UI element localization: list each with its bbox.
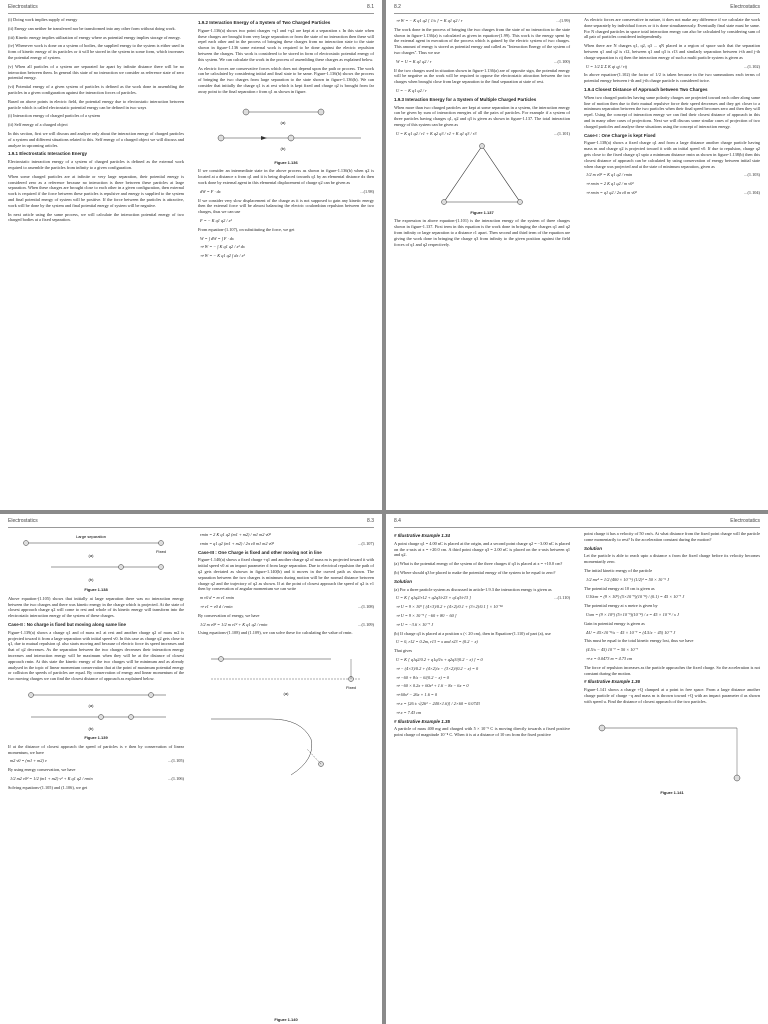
equation: ⇒ x = 0.0473 m = 4.73 cm xyxy=(586,655,633,661)
fig-label: Large separation xyxy=(75,534,107,539)
eq-text: U = K [ q1q2/r12 + q2q3/r23 + q1q3/r13 ] xyxy=(396,595,471,601)
para: In this section, first we will discuss and analyze only about the interaction energy of charged particles of a system and different situations related to this. Self energy of a charged object we will discuss and analyze in upcoming articles. xyxy=(8,130,184,148)
equation: ⇒ x = 7.43 cm xyxy=(396,709,422,715)
figure-caption: Figure 1.141 xyxy=(660,789,684,795)
page-header xyxy=(8,517,374,528)
equation: W = ∫ dW = ∫ F · dx xyxy=(200,235,234,241)
eq-number: ...(1.108) xyxy=(358,603,374,609)
fig-fixed-label: Fixed xyxy=(346,685,356,691)
para: When more than two charged particles are kept at some separation in a system, the interaction energy can be given by sum of interaction energies of all the pairs of particles. For example if a system of three particles having charges q1, q2 and q3 is given as shown in figure-1.137. The total interaction energy of this system can be given as xyxy=(394,104,570,127)
equation: Uxm = (9 × 10⁹) (5×10⁻⁹)(10⁻⁸) / x = 45 × 10⁻⁸ / x J xyxy=(586,611,679,617)
section-heading: 1.9.2 Interaction Energy of a System of Two Charged Particles xyxy=(198,20,331,25)
eq-text: 1/2 m v0² = 1/2 m v1² + K q1 q2 / rmin xyxy=(200,621,268,627)
eq-number: ...(1.103) xyxy=(744,172,760,178)
equation xyxy=(394,595,570,601)
left-column xyxy=(394,531,570,741)
fig-a-label: (a) xyxy=(88,702,94,708)
eq-number: ...(1.109) xyxy=(358,621,374,627)
fig-a-label: (a) xyxy=(283,691,289,697)
para: When some charged particles are at infinite or very large separation, their potential energy is considered zero as a reference because no interaction is there between these particles at large separation. When these charges are brought close to each other in a given configuration, then external work is required if the force between these particles is repulsive and energy is supplied to the system and final potential energy of system will be positive. If the force between the particles is attractive, work will be done by the system and final potential energy of system will be negative. xyxy=(8,173,184,208)
para: The force of repulsion increases as the particle approaches the fixed charge. So the acceleration is not constant during the motion. xyxy=(584,664,760,676)
left-column xyxy=(8,17,184,226)
para: If the two charges used in situation shown in figure-1.136(a) are of opposite sign, the potential energy will be negative as the work will be required to oppose the electrostatic attraction between the two charges when brought close from large separation to the final separation at state of rest. xyxy=(394,67,570,85)
equation xyxy=(8,758,184,764)
para: Let the particle is able to reach upto a distance x from the fixed charge before its velocity becomes momentarily zero. xyxy=(584,553,760,565)
para: Figure-1.136(a) shows two point charges +q1 and +q2 are kept at a separation r. In this state when these charges are brought from very large separation or from the state of no interaction then these will repel each other and in the process of bringing these charges from no interaction state to the state shown in figure-1.136 some external work is required to be done against the electric repulsion between the charges. This work is considered to be stored in form of electrostatic potential energy of this system. We can calculate the work in the process of assembling these charges as explained below. xyxy=(198,27,374,62)
para: A particle of mass 400 mg and charged with 5 × 10⁻⁹ C is moving directly towards a fixed positive point charge of magnitude 10⁻⁸ C. When it is at a distance of 10 cm from the fixed positive xyxy=(394,726,570,738)
figure-1-141 xyxy=(587,708,757,788)
para: Above equation-(1.105) shows that initially at large separation there was no interaction energy between the two charges and there was kinetic energy in the charge which is projected. At the state of closest approach charge q2 will come to rest and whole of its kinetic energy will transform into the electrostatic interaction energy of the system of these charges. xyxy=(8,595,184,619)
eq-text: U = 1/2 Σ Σ K qi qj / rij xyxy=(586,63,628,69)
fig-b-label: (b) xyxy=(88,725,94,731)
equation: (4.5/x − 45) 10⁻⁷ = 50 × 10⁻⁷ xyxy=(586,647,639,653)
page-8-4 xyxy=(386,514,768,1024)
section-heading: 1.9.3 Interaction Energy for a System of Multiple Charged Particles xyxy=(394,96,537,102)
para: (ii) Self energy of a charged object xyxy=(8,122,68,128)
para: Figure-1.139(a) shows a charge q1 and of mass m1 at rest and another charge q2 of mass m2 is projected toward it from a large separation with initial speed v0. In this case as charge q2 gets close to q1, due to mutual repulsion q1 also starts moving and because of electric force its speed increases and that of q2 decreases. As the separation between the two charges decreases their interaction energy increases and interaction energy will be maximum when they will be at the distance of closest approach rmin. At this state the kinetic energy of the two charges will be minimum and as already analysed in the topic of linear momentum conservation that at the point of maximum potential energy or collision the speeds of particles are equal. By conservation of energy and linear momentum of the two moving charges we can find the closest distance of approach as explained below. xyxy=(8,629,184,682)
right-column xyxy=(584,17,760,199)
equation: ⇒ U = 9 × 10⁻⁹ [ −60 + 80 − 60 ] xyxy=(396,612,457,618)
para: (iii) Kinetic energy implies utilization of energy where as potential energy implies storage of energy. xyxy=(8,34,181,40)
para: (v) When all particles of a system are separated far apart by infinite distance there will be no interaction between them. In general this state of no interaction we consider as reference state of zero potential energy. xyxy=(8,63,184,81)
equation: F = − K q1 q2 / x² xyxy=(200,217,232,223)
eq-number: ...(1.102) xyxy=(744,63,760,69)
header-book: Electrostatics xyxy=(730,4,760,10)
para: If we consider an intermediate state in the above process as shown in figure-1.136(b) when q2 is located at a distance x from q1 and it is being displaced towards q1 by an elemental distance dx then work done by external agent in this elemental displacement of charge q2 can be given as xyxy=(198,168,374,185)
equation: ΔU = 45×10⁻⁸/x − 45 × 10⁻⁷ = (4.5/x − 45) 10⁻⁷ J xyxy=(586,629,676,635)
para: The initial kinetic energy of the particle xyxy=(584,567,653,573)
equation: U = − K q1 q2 / r xyxy=(396,87,427,93)
eq-text: ⇒ rmin = q1 q2 / 2π ε0 m v0² xyxy=(586,189,637,195)
para: In above equation-(1.102) the factor of 1/2 is taken because in the two summations each terms of potential energy between i-th and j-th charge particle is considered twice. xyxy=(584,72,760,84)
para: Figure-1.138(a) shows a fixed charge q1 and from a large distance another charge particle having mass m and charge q2 is projected toward it with an initial speed v0. If due to repulsion, charge q2 gets close to the fixed charge q1 upto a minimum distance rmin as shown in figure-1.138(b) then this closest distance of approach can be calculated by using conservation of energy between initial state when charge was projected and at the state of minimum separation, given as xyxy=(584,140,760,169)
section-heading: 1.9.4 Closest Distance of Approach between Two Charges xyxy=(584,86,708,92)
eq-number: ...(1.105) xyxy=(168,758,184,764)
equation xyxy=(198,622,374,628)
fig-fixed-label: Fixed xyxy=(156,549,166,554)
figure-caption: Figure 1.136 xyxy=(274,159,298,165)
section-heading: Case-I : One Charge is kept Fixed xyxy=(584,132,656,138)
figure-caption: Figure 1.139 xyxy=(84,734,108,740)
figure-1-138 xyxy=(11,533,181,585)
equation xyxy=(8,776,184,782)
eq-number: ...(1.107) xyxy=(358,540,374,546)
header-page: 8.4 xyxy=(394,518,401,524)
eq-text: U = K q1 q2 / r1 + K q2 q3 / r2 + K q1 q3 / r3 xyxy=(396,130,477,136)
equation: ⇒ −60 × 0.2x + 60x² + 1.6 − 8x − 6x = 0 xyxy=(396,683,469,689)
para: When there are N charges q1, q2, q3 ... qN placed in a region of space such that the separation between q1 and q2 is r12, between q1 and q3 is r13 and similarly separation between i-th and j-th charge separation is rij then the interaction energy of such a multi particle system is given as xyxy=(584,43,760,60)
example-heading: # Illustrative Example 1.36 xyxy=(584,679,641,685)
para: By using energy conservation, we have xyxy=(8,767,76,773)
solution-heading: Solution xyxy=(394,578,412,584)
header-book: Electrostatics xyxy=(730,518,760,524)
para: Using equations-(1.108) and (1.109), we can solve these for calculating the value of rmin. xyxy=(198,630,353,636)
equation: ⇒ 60x² − 26x + 1.6 = 0 xyxy=(396,692,438,698)
figure-caption: Figure 1.137 xyxy=(470,209,494,215)
eq-text: m2 v0 = (m1 + m2) v xyxy=(10,758,47,764)
equation: U = K [ q1q2/0.2 + q1q3/x + q2q3/(0.2 − x) ] = 0 xyxy=(396,656,483,662)
para: As electric forces are conservative in nature, it does not make any difference if we calculate the work done separately by individual forces or it is done simultaneously. Eventually final state must be same. For N charged particles in space total interaction energy can also be calculated by considering sum of all pair of particles considered independently. xyxy=(584,17,760,40)
eq-text: ⇒ v1 = v0 d / rmin xyxy=(200,603,233,609)
right-column xyxy=(198,531,374,781)
para: As electric forces are conservative forces which does not depend upon the path or process. The work can be calculated by considering initial and final state to be same. Figure-1.136(b) shows the process of bringing the two charges from large separation to the state shown in figure-1.136(b). We can consider that initially the charge q1 is at rest which is kept fixed and charge q2 is brought from far away point to the final separation r from q1 as shown in figure. xyxy=(198,65,374,94)
para: (iv) Whenever work is done on a system of bodies, the supplied energy to the system is either used in form of kinetic energy of its particles or it will be stored in the system in some form, which increases the potential energy of system. xyxy=(8,43,184,60)
figure-caption: Figure 1.138 xyxy=(84,587,108,592)
solution-heading: Solution xyxy=(584,545,602,551)
header-page: 8.1 xyxy=(367,4,374,10)
equation xyxy=(584,190,760,196)
figure-1-139 xyxy=(11,685,181,733)
para: (b) If charge q3 is placed at a position x (< 20 cm), then in Equation-(1.110) of part (a), use xyxy=(394,630,551,636)
para: Solving equations-(1.105) and (1.106), we get xyxy=(8,784,88,790)
equation: ⇒ W = − K q1 q2 ∫ dx / x² xyxy=(200,253,245,259)
fig-b-label: (b) xyxy=(280,145,286,151)
page-header xyxy=(394,517,760,528)
equation xyxy=(198,189,374,195)
equation xyxy=(394,59,570,65)
equation: ⇒ U = 9 × 10⁹ [ (4×3)/0.2 + (4×2)/0.1 + (3×2)/0.1 ] × 10⁻¹⁸ xyxy=(396,604,503,610)
equation xyxy=(584,64,760,70)
para: If we consider very slow displacement of the charge as it is not supposed to gain any kinetic energy then the external force will be almost balancing the electric coulombian repulsion between the two charges, thus we can use xyxy=(198,197,374,215)
left-column xyxy=(394,17,570,250)
page-header xyxy=(8,3,374,14)
equation: ⇒ W = − ∫ K q1 q2 / x² dx xyxy=(200,244,245,250)
para: When two charged particles having same polarity charges are projected toward each other along same line of motion then due to their mutual repulsive force their speed decreases and they get closer to a minimum separation between the two particles when their final speed becomes zero and then they will repel. Using the concept of interaction energy we can find their closest distance of approach in this and in many other cases of projections. Next we will discuss some similar cases of projection of two charged particles and analyse these situations using the concept of interaction energy. xyxy=(584,94,760,129)
equation: rmin = 2 K q1 q2 (m1 + m2) / m1 m2 v0² xyxy=(200,532,271,537)
para: Figure-1.140(a) shows a fixed charge +q1 and another charge q2 of mass m is projected toward it with initial speed v0 at an impact parameter d from large separation. Due to electrical repulsion the path of q2 gets deviated as shown in figure-1.140(b) and it moves in the curved path as shown. The separation between the two charges is minimum during motion will be the normal distance between charge q2 and the trajectory of q2 as shown. If at the point of closest approach the speed of q2 is v1 then by conservation of angular momentum we can write xyxy=(198,557,375,592)
eq-number: ...(1.99) xyxy=(556,18,570,23)
equation xyxy=(394,18,570,24)
fig-a-label: (a) xyxy=(88,553,94,558)
para: The potential energy at x metre is given by xyxy=(584,603,658,609)
equation: ⇒ −60 + 8/x − 6/(0.2 − x) = 0 xyxy=(396,674,449,680)
page-8-3 xyxy=(0,514,382,1024)
para: Gain in potential energy is given as xyxy=(584,620,645,626)
para: (a) For a three particle system as discussed in article-1.9.3 the interaction energy is given as xyxy=(394,586,552,592)
para: Electrostatic interaction energy of a system of charged particles is defined as the external work required to assemble the particles from infinity to a given configuration. xyxy=(8,159,184,170)
eq-text: W = U = K q1 q2 / r xyxy=(396,58,432,64)
para: (b) Where should q3 be placed to make the potential energy of the system to be equal to zero? xyxy=(394,569,556,575)
example-heading: # Illustrative Example 1.35 xyxy=(394,718,451,724)
para: (i) Doing work implies supply of energy xyxy=(8,17,78,22)
right-column xyxy=(198,17,374,262)
para: A point charge q1 = 4.00 nC is placed at the origin, and a second point charge q2 = −3.00 nC is placed on the x-axis at x = +20.0 cm. A third point charge q3 = 2.00 nC is placed on the x-axis between q1 and q2. xyxy=(394,540,570,558)
header-page: 8.3 xyxy=(367,518,374,524)
equation: m v0 d = m v1 rmin xyxy=(200,595,234,601)
section-heading: 1.9.1 Electrostatic Interaction Energy xyxy=(8,151,88,157)
figure-caption: Figure 1.140 xyxy=(274,1017,298,1022)
para: If at the distance of closest approach the speed of particles is v then by conservation of linear momentum, we have xyxy=(8,743,184,755)
header-page: 8.2 xyxy=(394,4,401,10)
equation: U = 0, r12 = 0.2m, r13 = x and r23 = (0.2 − x) xyxy=(396,639,478,645)
example-heading: # Illustrative Example 1.34 xyxy=(394,533,451,538)
para: By conservation of energy, we have xyxy=(198,612,260,618)
equation: 1/2 mv² = 1/2 (400 × 10⁻⁶) (1/2)² = 50 × 10⁻⁶ J xyxy=(586,576,670,582)
eq-number: ...(1.104) xyxy=(744,189,760,195)
para: From equation-(1.107), on substituting the force, we get xyxy=(198,226,295,232)
right-column xyxy=(584,531,760,798)
para: Based on above points in electric field, the potential energy due to electrostatic interaction between particle which is called electrostatic potential energy can be defined in two ways xyxy=(8,98,184,110)
para: Figure-1.141 shows a charge +Q clamped at a point in free space. From a large distance another charge particle of charge −q and mass m is thrown toward +Q with an impact parameter d as shown with speed u. Find the distance of closest approach of the two particles. xyxy=(584,687,760,704)
para: That gives xyxy=(394,648,413,654)
para: (vi) Potential energy of a given system of particles is defined as the work done in assembling the particles in a given configuration against the interaction forces of particles. xyxy=(8,84,184,95)
section-heading: Case-III : One Charge is fixed and other moving not in line xyxy=(198,549,322,555)
eq-number: ...(1.110) xyxy=(554,595,570,601)
fig-a-label: (a) xyxy=(280,119,286,125)
fig-b-label: (b) xyxy=(88,577,94,582)
equation xyxy=(394,131,570,137)
eq-text: 1/2 m v0² = K q1 q2 / rmin xyxy=(586,172,633,178)
para: point charge it has a velocity of 50 cm/s. At what distance from the fixed point charge will the particle come momentarily to rest? Is the acceleration constant during the motion? xyxy=(584,531,760,542)
para: (a) What is the potential energy of the system of the three charges if q3 is placed at x = +10.0 cm? xyxy=(394,561,563,567)
equation: ⇒ − (4×3)/0.2 + (4×2)/x − (3×2)/(0.2 − x) = 0 xyxy=(396,665,479,671)
para: The work done in the process of bringing the two charges from the state of no interaction to the state shown in figure-1.136(a) is calculated as given in equation-(1.99). This work is the energy spent by the external agent in execution of the process which is gained by the electric system of two charges. This amount of energy is stored as potential energy and called as "Interaction Energy of the system of two charges". Thus we use xyxy=(394,26,570,55)
page-8-1 xyxy=(0,0,382,510)
eq-text: dW = F · dx xyxy=(200,188,221,194)
header-book: Electrostatics xyxy=(8,4,38,10)
eq-number: ...(1.100) xyxy=(554,58,570,64)
para: The expression in above equation-(1.101) is the interaction energy of the system of three charges shown in figure-1.137. First term in this equation is the work done in bringing the charges q1 and q2 from infinity or large separation to a distance r1 apart. Then second and third term of the equation are giving the work done in bringing the charge q3 from infinity to the given position against the field forces of q1 and q2 respectively. xyxy=(394,218,570,247)
section-heading: Case-II : No charge is fixed but moving along same line xyxy=(8,621,127,627)
figure-1-137 xyxy=(422,140,542,208)
left-column xyxy=(8,531,184,794)
equation xyxy=(198,541,374,547)
figure-1-140 xyxy=(201,639,371,779)
eq-text: ⇒ W = − K q1 q2 [ 1/x ] = K q1 q2 / r xyxy=(396,18,463,23)
equation xyxy=(584,172,760,178)
figure-1-136 xyxy=(201,98,371,158)
eq-text: 1/2 m2 v0² = 1/2 (m1 + m2) v² + K q1 q2 / rmin xyxy=(10,775,93,781)
equation: ⇒ rmin = 2 K q1 q2 / m v0² xyxy=(586,181,634,187)
eq-number: ...(1.106) xyxy=(168,775,184,781)
eq-text: rmin = q1 q2 (m1 + m2) / 2π ε0 m1 m2 v0² xyxy=(200,540,274,546)
header-book: Electrostatics xyxy=(8,518,38,524)
para: (i) Interaction energy of charged particles of a system xyxy=(8,113,100,119)
page-header xyxy=(394,3,760,14)
page-8-2 xyxy=(386,0,768,510)
equation xyxy=(198,604,374,610)
eq-number: ...(1.101) xyxy=(554,130,570,136)
para: (ii) Energy can neither be transferred nor be transformed into any other form without doing work. xyxy=(8,25,176,31)
equation: ⇒ x = [26 ± √(26² − 240×1.6)] / 2×60 = 0.0743 xyxy=(396,700,480,706)
equation: U10cm = (9 × 10⁹) (5×10⁻⁹)(10⁻⁸) / (0.1) = 45 × 10⁻⁷ J xyxy=(586,594,685,600)
para: This must be equal to the total kinetic energy lost, thus we have xyxy=(584,638,694,644)
para: The potential energy at 10 cm is given as xyxy=(584,585,655,591)
eq-number: ...(1.98) xyxy=(360,188,374,194)
para: In next article using the same process, we will calculate the interaction potential energy of two charged bodies at a fixed separation. xyxy=(8,211,184,223)
equation: ⇒ U = −3.6 × 10⁻⁷ J xyxy=(396,621,434,627)
